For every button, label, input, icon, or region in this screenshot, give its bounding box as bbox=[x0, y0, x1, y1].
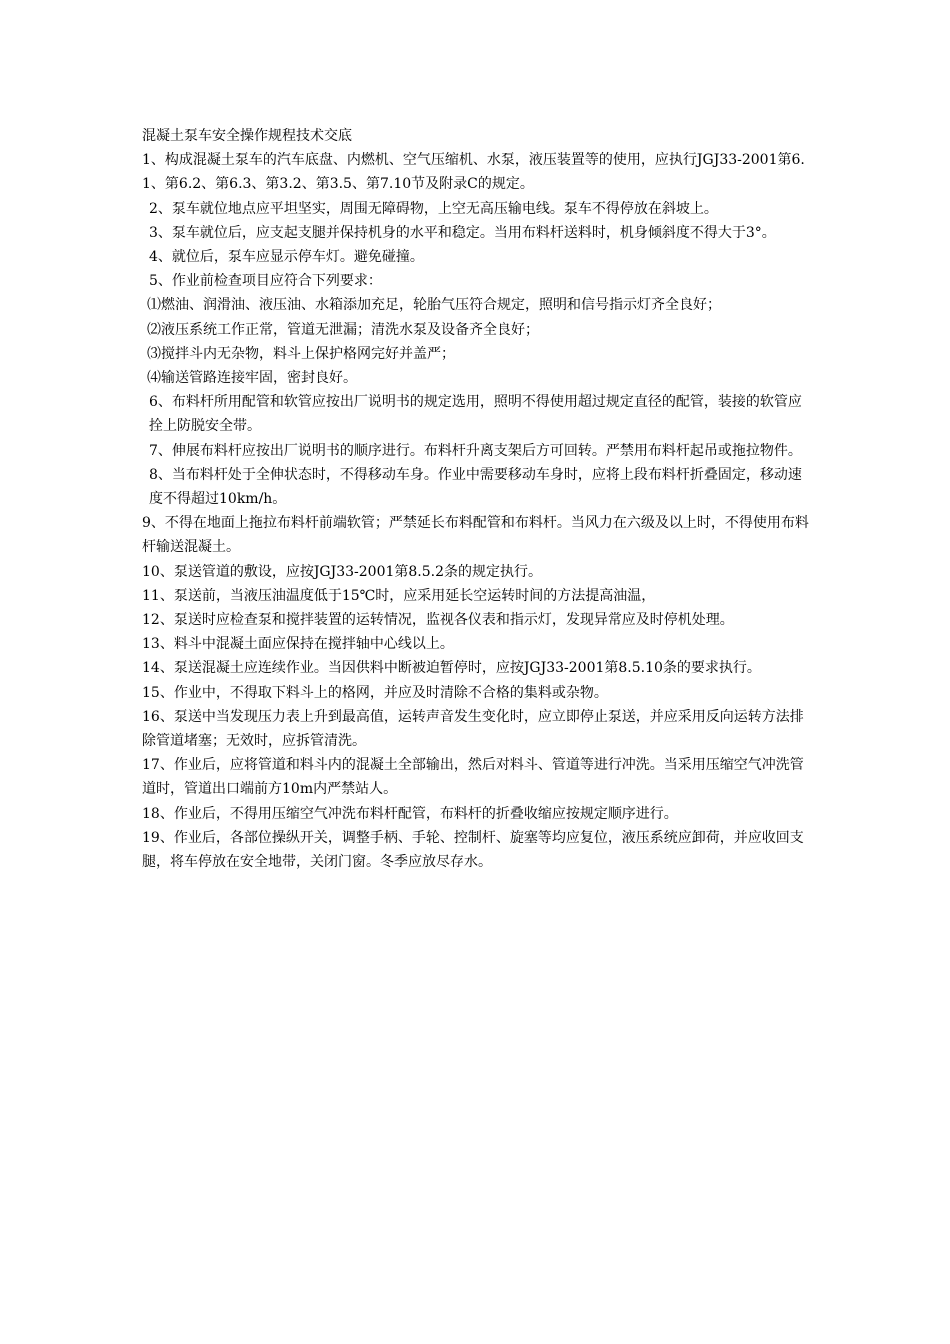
paragraph-17: 17、作业后，应将管道和料斗内的混凝土全部输出，然后对料斗、管道等进行冲洗。当采用压缩空气冲洗管道时，管道出口端前方10m内严禁站人。 bbox=[142, 757, 804, 798]
paragraph-9: 9、不得在地面上拖拉布料杆前端软管；严禁延长布料配管和布料杆。当风力在六级及以上时，不得使用布料杆输送混凝土。 bbox=[142, 515, 809, 556]
paragraph-14: 14、泵送混凝土应连续作业。当因供料中断被迫暂停时，应按JGJ33-2001第8.5.10条的要求执行。 bbox=[142, 660, 761, 677]
paragraph-2: 2、泵车就位地点应平坦坚实，周围无障碍物，上空无高压输电线。泵车不得停放在斜坡上。 bbox=[149, 200, 718, 217]
paragraph-19: 19、作业后，各部位操纵开关，调整手柄、手轮、控制杆、旋塞等均应复位，液压系统应卸荷，并应收回支腿，将车停放在安全地带，关闭门窗。冬季应放尽存水。 bbox=[142, 829, 804, 871]
paragraph-4: 4、就位后，泵车应显示停车灯。避免碰撞。 bbox=[149, 249, 424, 266]
paragraph-10: 10、泵送管道的敷设，应按JGJ33-2001第8.5.2条的规定执行。 bbox=[142, 563, 543, 580]
list-item-2: ⑵液压系统工作正常，管道无泄漏；清洗水泵及设备齐全良好； bbox=[147, 321, 539, 338]
paragraph-3: 3、泵车就位后，应支起支腿并保持机身的水平和稳定。当用布料杆送料时，机身倾斜度不得大于3°。 bbox=[149, 224, 776, 241]
document-title: 混凝土泵车安全操作规程技术交底 bbox=[142, 128, 352, 144]
paragraph-7: 7、伸展布料杆应按出厂说明书的顺序进行。布料杆升离支架后方可回转。严禁用布料杆起吊或拖拉物件。 bbox=[149, 442, 802, 459]
list-item-1: ⑴燃油、润滑油、液压油、水箱添加充足，轮胎气压符合规定，照明和信号指示灯齐全良好； bbox=[147, 297, 721, 314]
paragraph-13: 13、料斗中混凝土面应保持在搅拌轴中心线以上。 bbox=[142, 636, 454, 653]
paragraph-8: 8、当布料杆处于全伸状态时，不得移动车身。作业中需要移动车身时，应将上段布料杆折叠固定，移动速度不得超过10km/h。 bbox=[149, 466, 802, 508]
paragraph-11: 11、泵送前，当液压油温度低于15℃时，应采用延长空运转时间的方法提高油温， bbox=[142, 587, 656, 604]
paragraph-12: 12、泵送时应检查泵和搅拌装置的运转情况，监视各仪表和指示灯，发现异常应及时停机处理。 bbox=[142, 612, 734, 629]
paragraph-5: 5、作业前检查项目应符合下列要求： bbox=[149, 273, 382, 290]
paragraph-1: 1、构成混凝土泵车的汽车底盘、内燃机、空气压缩机、水泵，液压装置等的使用，应执行JGJ33-2001第6.1、第6.2、第6.3、第3.2、第3.5、第7.10节及附录C的规定。 bbox=[142, 152, 805, 193]
list-item-4: ⑷输送管路连接牢固，密封良好。 bbox=[147, 370, 357, 387]
list-item-3: ⑶搅拌斗内无杂物，料斗上保护格网完好并盖严； bbox=[147, 345, 455, 362]
document-body bbox=[142, 124, 814, 874]
paragraph-15: 15、作业中，不得取下料斗上的格网，并应及时清除不合格的集料或杂物。 bbox=[142, 684, 608, 701]
paragraph-16: 16、泵送中当发现压力表上升到最高值，运转声音发生变化时，应立即停止泵送，并应采用反向运转方法排除管道堵塞；无效时，应拆管清洗。 bbox=[142, 708, 804, 750]
paragraph-18: 18、作业后，不得用压缩空气冲洗布料杆配管，布料杆的折叠收缩应按规定顺序进行。 bbox=[142, 805, 678, 822]
paragraph-6: 6、布料杆所用配管和软管应按出厂说明书的规定选用，照明不得使用超过规定直径的配管，装接的软管应拴上防脱安全带。 bbox=[149, 394, 802, 435]
